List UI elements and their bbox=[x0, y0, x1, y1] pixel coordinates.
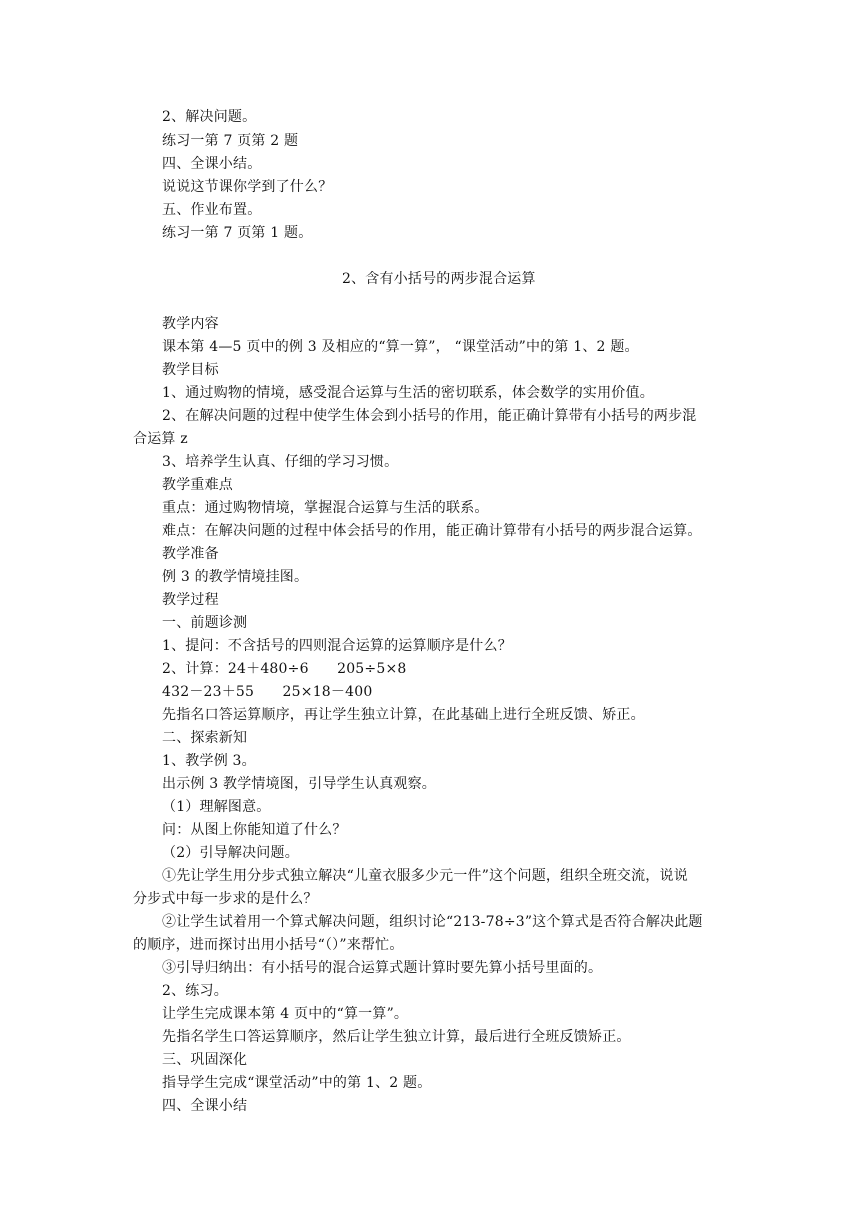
text-line: 四、全课小结 bbox=[162, 1098, 248, 1114]
text-line: 1、提问：不含括号的四则混合运算的运算顺序是什么？ bbox=[162, 638, 512, 654]
text-line: （1）理解图意。 bbox=[162, 799, 271, 815]
text-line: ②让学生试着用一个算式解决问题，组织讨论“213-78÷3”这个算式是否符合解决此题 bbox=[162, 914, 703, 930]
text-line: 教学过程 bbox=[162, 592, 219, 608]
text-line: 说说这节课你学到了什么？ bbox=[162, 179, 333, 195]
text-line: 的顺序，进而探讨出用小括号“（）”来帮忙。 bbox=[133, 937, 404, 953]
text-line: ③引导归纳出：有小括号的混合运算式题计算时要先算小括号里面的。 bbox=[162, 960, 603, 976]
text-line: 让学生完成课本第 4 页中的“算一算”。 bbox=[162, 1006, 409, 1022]
text-line: 三、巩固深化 bbox=[162, 1052, 248, 1068]
text-line: 四、全课小结。 bbox=[162, 156, 262, 172]
text-line: 先指名学生口答运算顺序，然后让学生独立计算，最后进行全班反馈矫正。 bbox=[162, 1029, 631, 1045]
text-line: 教学内容 bbox=[162, 316, 219, 332]
text-line: 先指名口答运算顺序，再让学生独立计算，在此基础上进行全班反馈、矫正。 bbox=[162, 707, 645, 723]
text-line: 2、解决问题。 bbox=[162, 109, 257, 125]
text-line: 分步式中每一步求的是什么？ bbox=[133, 891, 318, 907]
text-line: 432－23＋55 25×18－400 bbox=[162, 684, 373, 700]
text-line: 出示例 3 教学情境图，引导学生认真观察。 bbox=[162, 776, 437, 792]
text-line: 教学目标 bbox=[162, 362, 219, 378]
text-line: 练习一第 7 页第 1 题。 bbox=[162, 225, 313, 241]
text-line: 1、教学例 3。 bbox=[162, 753, 256, 769]
text-line: 2、在解决问题的过程中使学生体会到小括号的作用，能正确计算带有小括号的两步混 bbox=[162, 408, 697, 424]
text-line: 重点：通过购物情境，掌握混合运算与生活的联系。 bbox=[162, 500, 489, 516]
text-line: 一、前题诊测 bbox=[162, 615, 248, 631]
text-line: ①先让学生用分步式独立解决“儿童衣服多少元一件”这个问题，组织全班交流，说说 bbox=[162, 868, 688, 884]
text-line: 教学重难点 bbox=[162, 477, 233, 493]
text-line: 2、计算：24＋480÷6 205÷5×8 bbox=[162, 661, 407, 677]
text-line: 指导学生完成“课堂活动”中的第 1、2 题。 bbox=[162, 1075, 432, 1091]
text-line: 课本第 4—5 页中的例 3 及相应的“算一算”， “课堂活动”中的第 1、2 题。 bbox=[162, 339, 639, 355]
text-line: 合运算 z bbox=[133, 431, 188, 447]
text-line: 问：从图上你能知道了什么？ bbox=[162, 822, 347, 838]
text-line: 2、练习。 bbox=[162, 983, 228, 999]
section-title: 2、含有小括号的两步混合运算 bbox=[342, 271, 536, 287]
text-line: 练习一第 7 页第 2 题 bbox=[162, 133, 299, 149]
text-line: 3、培养学生认真、仔细的学习习惯。 bbox=[162, 454, 399, 470]
text-line: 难点：在解决问题的过程中体会括号的作用，能正确计算带有小括号的两步混合运算。 bbox=[162, 523, 702, 539]
text-line: 例 3 的教学情境挂图。 bbox=[162, 569, 309, 585]
text-line: 教学准备 bbox=[162, 546, 219, 562]
text-line: 五、作业布置。 bbox=[162, 202, 262, 218]
text-line: 1、通过购物的情境，感受混合运算与生活的密切联系，体会数学的实用价值。 bbox=[162, 385, 654, 401]
text-line: （2）引导解决问题。 bbox=[162, 845, 299, 861]
text-line: 二、探索新知 bbox=[162, 730, 248, 746]
